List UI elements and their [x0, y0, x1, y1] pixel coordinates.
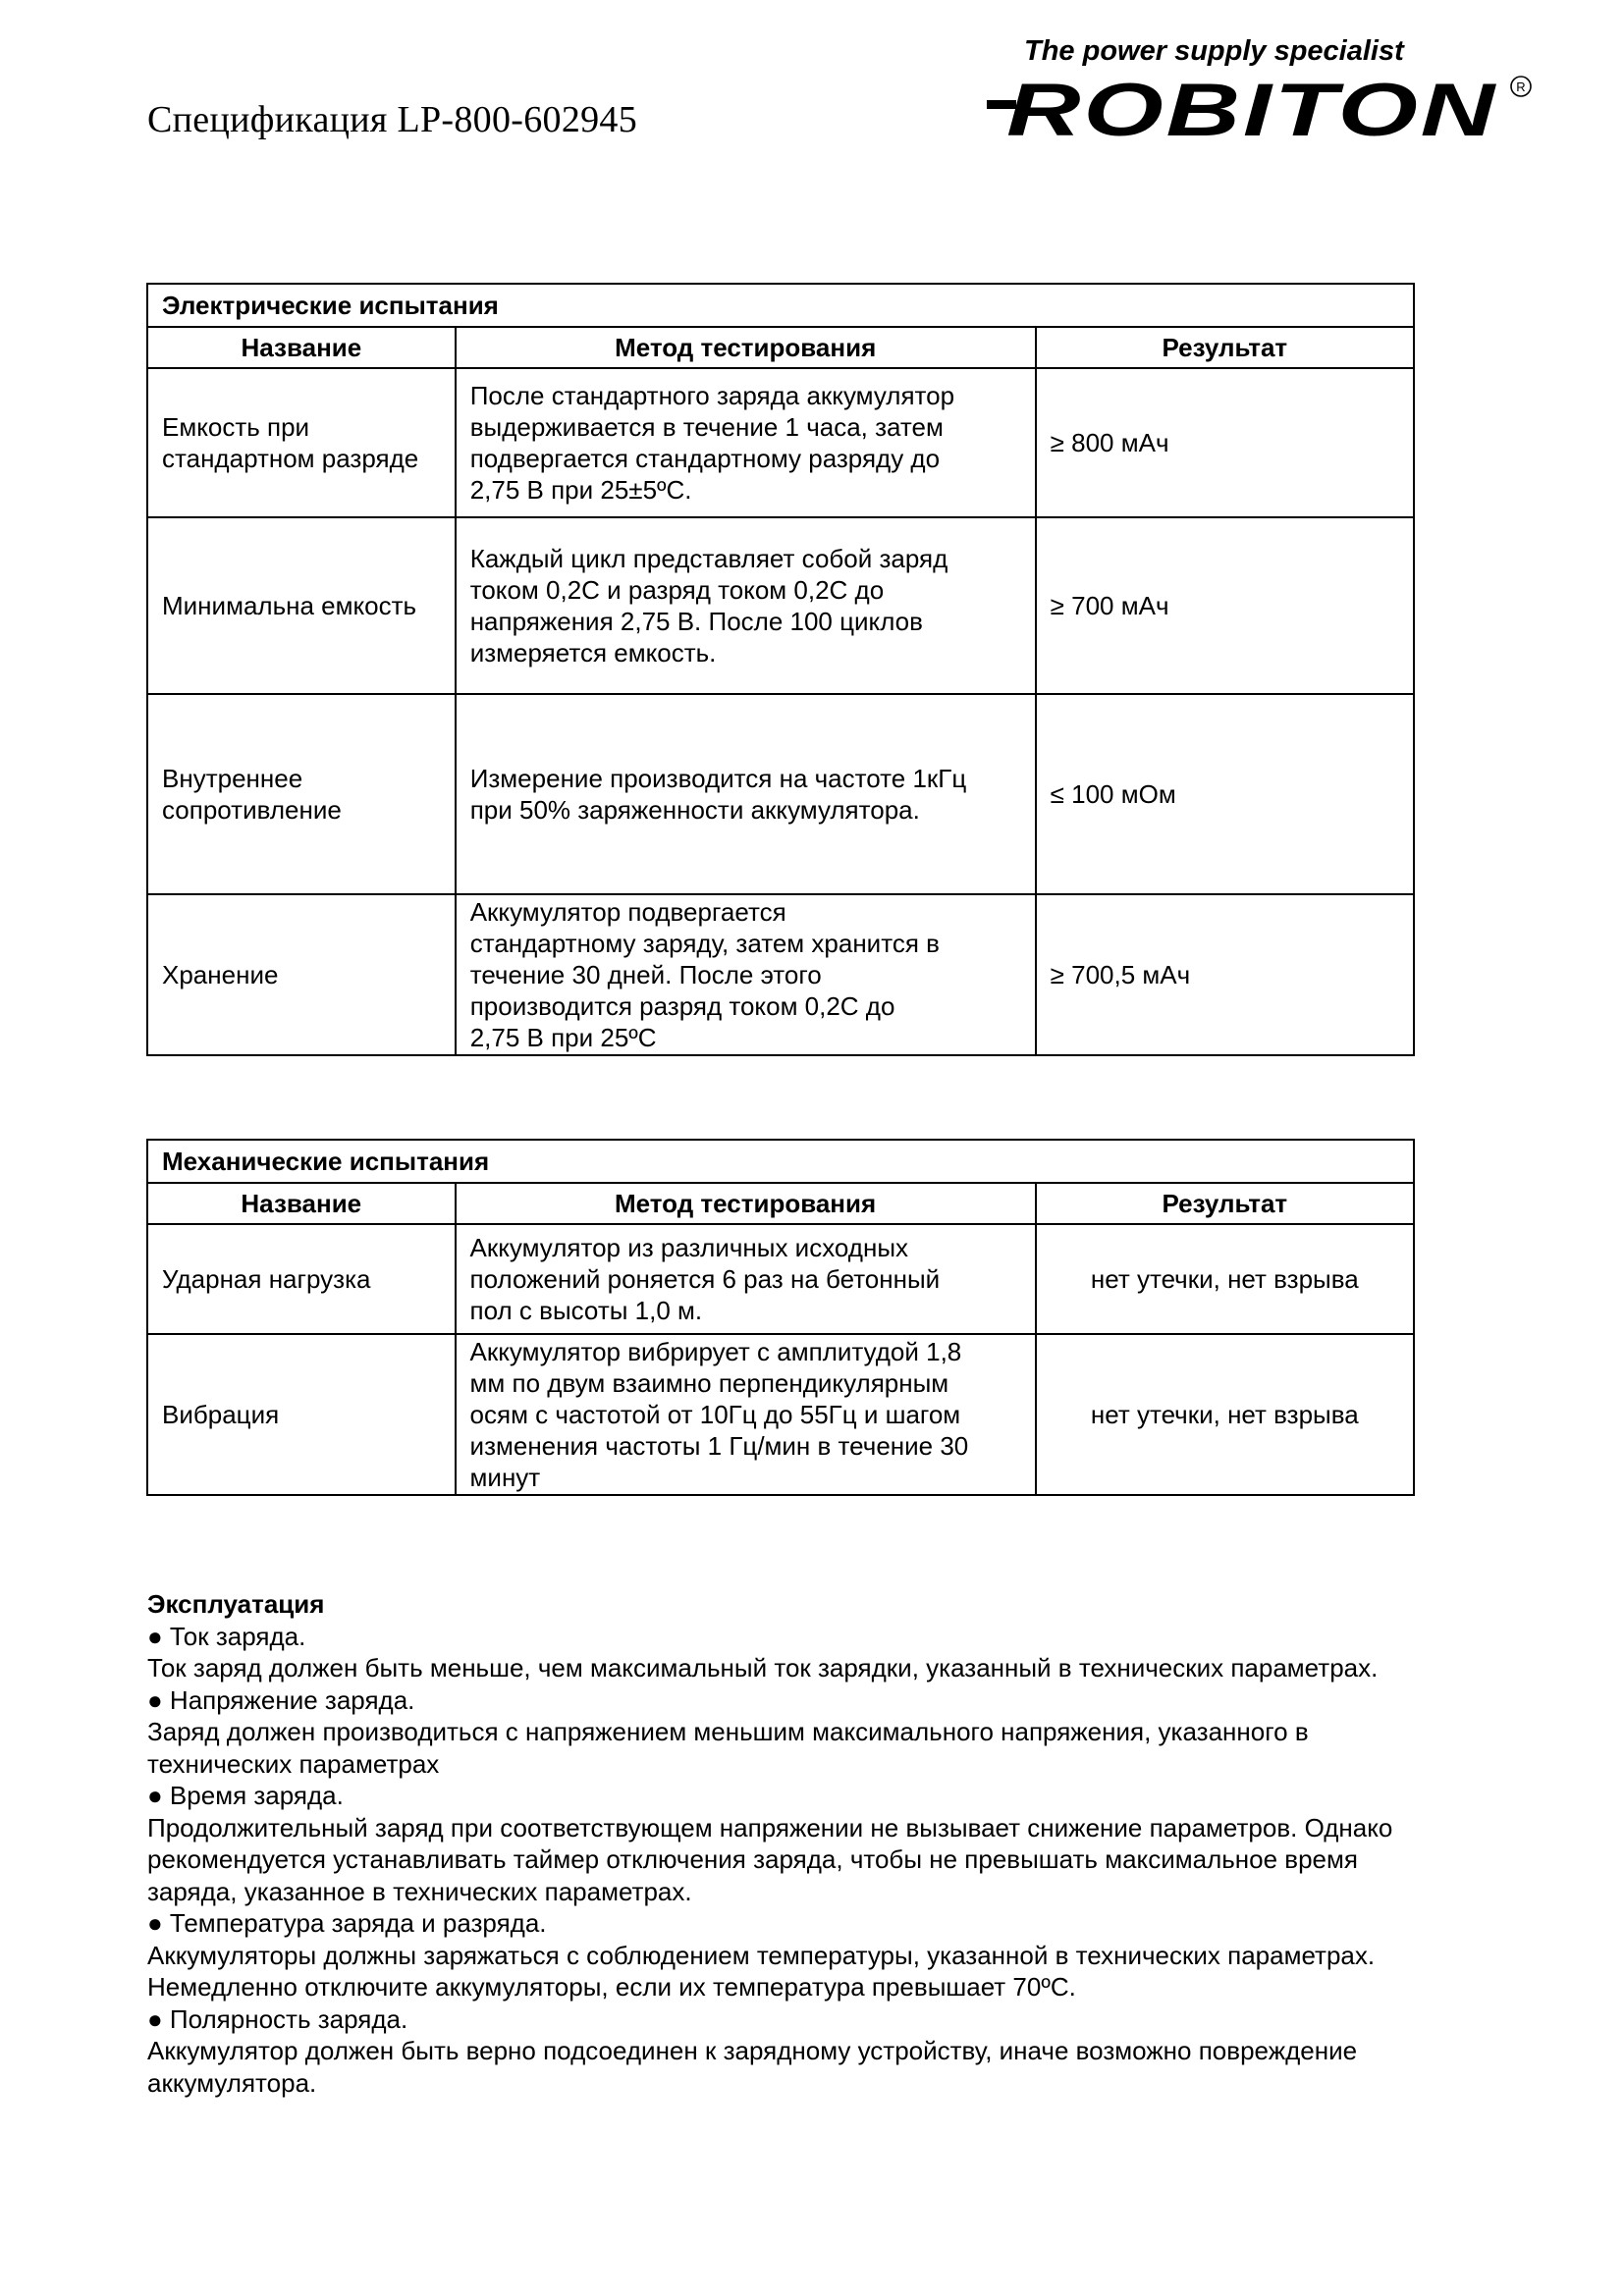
- table-row: [147, 517, 1414, 694]
- list-item-text: Ток заряд должен быть меньше, чем максимальный ток зарядки, указанный в технических параметрах.: [147, 1653, 1379, 1682]
- column-header-result: Результат: [1036, 327, 1414, 368]
- test-method: Аккумулятор из различных исходных положений роняется 6 раз на бетонный пол с высоты 1,0 м.: [456, 1224, 1036, 1334]
- test-result: ≥ 700,5 мАч: [1036, 894, 1414, 1055]
- robiton-wordmark-icon: [987, 75, 1537, 153]
- list-item-title: ● Полярность заряда.: [147, 2003, 408, 2034]
- test-name: Хранение: [147, 894, 456, 1055]
- list-item-text: технических параметрах: [147, 1748, 440, 1779]
- list-item-title: ● Напряжение заряда.: [147, 1684, 415, 1715]
- test-result: нет утечки, нет взрыва: [1036, 1224, 1414, 1334]
- logo-wordmark-text: ROBITON: [1006, 75, 1498, 152]
- test-method: Аккумулятор вибрирует с амплитудой 1,8 мм по двум взаимно перпендикулярным осям с частотой от 10Гц до 55Гц и шагом изменения частоты 1 Гц/мин в течение 30 минут: [456, 1334, 1036, 1495]
- list-item-text: Продолжительный заряд при соответствующем напряжении не вызывает снижение параметров. Однако: [147, 1812, 1393, 1842]
- table-row: [147, 694, 1414, 894]
- mechanical-tests-table: [146, 1139, 1415, 1496]
- list-item-text: Аккумуляторы должны заряжаться с соблюдением температуры, указанной в технических параметрах.: [147, 1940, 1376, 1970]
- robiton-logo: [987, 35, 1537, 153]
- list-item-title: ● Температура заряда и разряда.: [147, 1908, 547, 1938]
- table-row: [147, 894, 1414, 1055]
- table-row: [147, 1224, 1414, 1334]
- list-item-text: Заряд должен производиться с напряжением меньшим максимального напряжения, указанного в: [147, 1717, 1309, 1746]
- logo-tagline: The power supply specialist: [1024, 35, 1404, 67]
- list-item-text: рекомендуется устанавливать таймер отключения заряда, чтобы не превышать максимальное время: [147, 1844, 1358, 1874]
- test-result: ≥ 700 мАч: [1036, 517, 1414, 694]
- list-item-text: Немедленно отключите аккумуляторы, если их температура превышает 70ºC.: [147, 1972, 1076, 2002]
- table-row: [147, 368, 1414, 517]
- test-result: ≥ 800 мАч: [1036, 368, 1414, 517]
- list-item-title: ● Ток заряда.: [147, 1621, 306, 1651]
- section-heading: Эксплуатация: [147, 1589, 325, 1619]
- table-caption: Электрические испытания: [147, 284, 1414, 327]
- table-caption: Механические испытания: [147, 1140, 1414, 1183]
- test-method: Измерение производится на частоте 1кГц при 50% заряженности аккумулятора.: [456, 694, 1036, 894]
- column-header-result: Результат: [1036, 1183, 1414, 1224]
- test-name: Минимальна емкость: [147, 517, 456, 694]
- column-header-name: Название: [147, 1183, 456, 1224]
- registered-mark: R: [1516, 80, 1526, 94]
- list-item-text: аккумулятора.: [147, 2067, 317, 2098]
- list-item-text: заряда, указанное в технических параметрах.: [147, 1876, 692, 1906]
- test-result: ≤ 100 мОм: [1036, 694, 1414, 894]
- list-item-text: Аккумулятор должен быть верно подсоединен к зарядному устройству, иначе возможно повреждение: [147, 2036, 1358, 2065]
- operation-section: [147, 1588, 1522, 2099]
- test-name: Вибрация: [147, 1334, 456, 1495]
- test-name: Ударная нагрузка: [147, 1224, 456, 1334]
- column-header-name: Название: [147, 327, 456, 368]
- test-result: нет утечки, нет взрыва: [1036, 1334, 1414, 1495]
- test-method: Каждый цикл представляет собой заряд током 0,2С и разряд током 0,2С до напряжения 2,75 В. После 100 циклов измеряется емкость.: [456, 517, 1036, 694]
- test-name: Внутреннее сопротивление: [147, 694, 456, 894]
- list-item-title: ● Время заряда.: [147, 1781, 344, 1810]
- test-name: Емкость при стандартном разряде: [147, 368, 456, 517]
- electrical-tests-table: [146, 283, 1415, 1056]
- column-header-method: Метод тестирования: [456, 327, 1036, 368]
- column-header-method: Метод тестирования: [456, 1183, 1036, 1224]
- test-method: Аккумулятор подвергается стандартному заряду, затем хранится в течение 30 дней. После этого производится разряд током 0,2С до 2,75 В при 25ºC: [456, 894, 1036, 1055]
- table-row: [147, 1334, 1414, 1495]
- document-title: Спецификация LP-800-602945: [147, 99, 638, 140]
- test-method: После стандартного заряда аккумулятор выдерживается в течение 1 часа, затем подвергается стандартному разряду до 2,75 В при 25±5ºC.: [456, 368, 1036, 517]
